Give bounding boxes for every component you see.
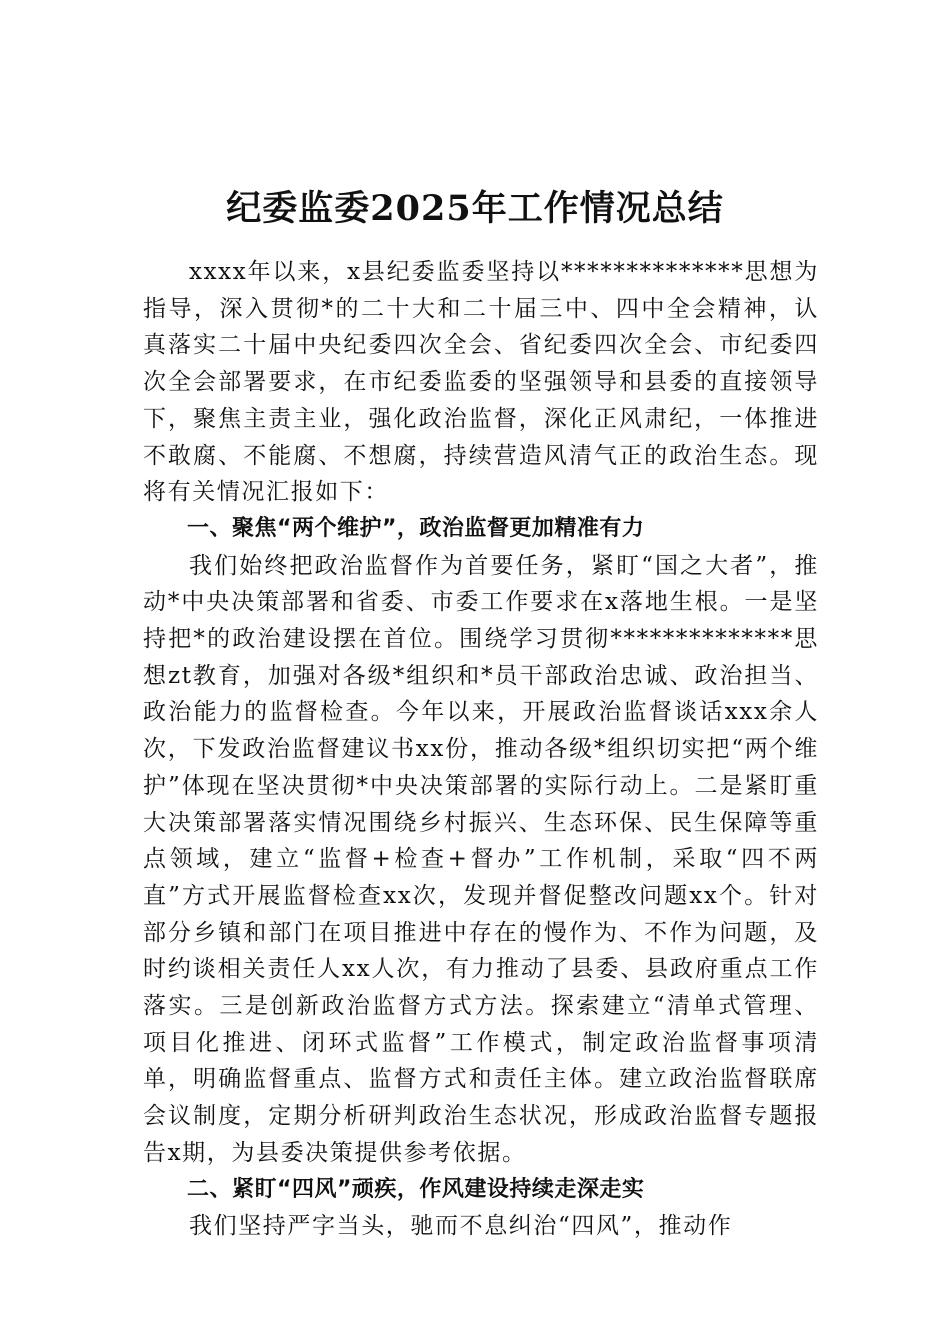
section-2-paragraph: 我们坚持严字当头，驰而不息纠治“四风”，推动作 bbox=[189, 1213, 733, 1240]
section-2-heading: 二、紧盯“四风”顽疾，作风建设持续走深走实 bbox=[187, 1176, 645, 1202]
section-1-paragraph: 我们始终把政治监督作为首要任务，紧盯“国之大者”，推动*中央决策部署和省委、市委工作要求在x落地生根。一是坚持把*的政治建设摆在首位。围绕学习贯彻**************思想zt教育，加强对各级*组织和*员干部政治忠诚、政治担当、政治能力的监督检查。今年以来，开展政治监督谈话xxx余人次，下发政治监督建议书xx份，推动各级*组织切实把“两个维护”体现在坚决贯彻*中央决策部署的实际行动上。二是紧盯重大决策部署落实情况围绕乡村振兴、生态环保、民生保障等重点领域，建立“监督+检查+督办”工作机制，采取“四不两直”方式开展监督检查xx次，发现并督促整改问题xx个。针对部分乡镇和部门在项目推进中存在的慢作为、不作为问题，及时约谈相关责任人xx人次，有力推动了县委、县政府重点工作落实。三是创新政治监督方式方法。探索建立“清单式管理、项目化推进、闭环式监督”工作模式，制定政治监督事项清单，明确监督重点、监督方式和责任主体。建立政治监督联席会议制度，定期分析研判政治生态状况，形成政治监督专题报告x期，为县委决策提供参考依据。 bbox=[143, 552, 819, 1166]
section-1-heading: 一、聚焦“两个维护”，政治监督更加精准有力 bbox=[187, 515, 645, 541]
document-body bbox=[143, 254, 819, 1245]
intro-paragraph: xxxx年以来，x县纪委监委坚持以**************思想为指导，深入贯彻*的二十大和二十届三中、四中全会精神，认真落实二十届中央纪委四次全会、省纪委四次全会、市纪委四次全会部署要求，在市纪委监委的坚强领导和县委的直接领导下，聚焦主责主业，强化政治监督，深化正风肃纪，一体推进不敢腐、不能腐、不想腐，持续营造风清气正的政治生态。现将有关情况汇报如下： bbox=[143, 259, 819, 506]
document-title: 纪委监委2025年工作情况总结 bbox=[226, 188, 724, 230]
